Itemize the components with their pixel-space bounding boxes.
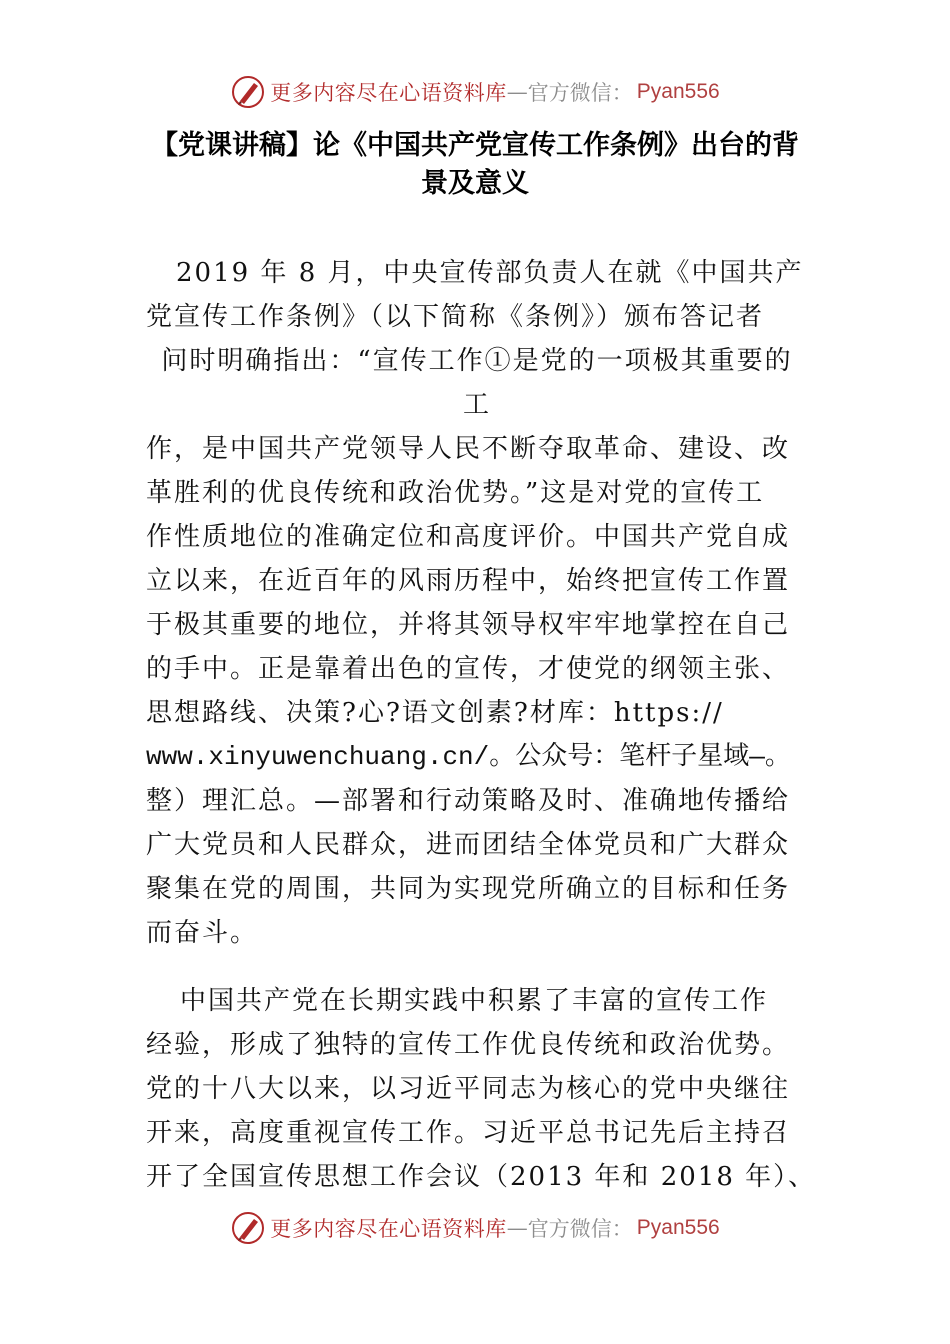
pen-logo-icon — [230, 74, 266, 110]
title-line-1: 【党课讲稿】论《中国共产党宣传工作条例》出台的背 — [151, 130, 799, 161]
text-line: 2019 年 8 月，中央宣传部负责人在就《中国共产 — [176, 258, 804, 288]
text-line: 整）理汇总。—部署和行动策略及时、准确地传播给 — [146, 786, 791, 816]
text-line: 中国共产党在长期实践中积累了丰富的宣传工作 — [180, 986, 769, 1016]
text-line: 党宣传工作条例》（以下简称《条例》）颁布答记者 — [146, 302, 765, 332]
banner-wechat-id: Pyan556 — [636, 80, 720, 103]
text-line: 问时明确指出：“宣传工作①是党的一项极其重要的 — [161, 346, 793, 376]
pen-logo-icon — [230, 1210, 266, 1246]
paragraph-2 — [146, 979, 817, 1199]
banner-wechat-label: 官方微信： — [527, 81, 633, 105]
banner-wechat-id: Pyan556 — [636, 1216, 720, 1239]
text-line: 党的十八大以来，以习近平同志为核心的党中央继往 — [146, 1074, 791, 1104]
text-line: 经验，形成了独特的宣传工作优良传统和政治优势。 — [146, 1030, 791, 1060]
document-title — [120, 127, 830, 203]
banner-brand-text: 更多内容尽在心语资料库 — [270, 1217, 507, 1241]
text-line: 革胜利的优良传统和政治优势。”这是对党的宣传工 — [146, 478, 765, 508]
text-line: 开了全国宣传思想工作会议（2013 年和 2018 年）、 — [146, 1162, 817, 1192]
banner-brand-text: 更多内容尽在心语资料库 — [270, 81, 507, 105]
text-line: www.xinyuwenchuang.cn/。公众号：笔杆子星域—。 — [146, 742, 791, 772]
text-line: 工 — [462, 390, 491, 420]
banner-dash: — — [506, 1216, 528, 1240]
footer-banner — [0, 1208, 950, 1248]
banner-wechat-label: 官方微信： — [527, 1217, 633, 1241]
text-line: 开来，高度重视宣传工作。习近平总书记先后主持召 — [146, 1118, 791, 1148]
text-line: 而奋斗。 — [146, 918, 259, 948]
paragraph-1 — [146, 251, 808, 955]
text-line: 作，是中国共产党领导人民不断夺取革命、建设、改 — [146, 434, 791, 464]
text-line: 思想路线、决策?心?语文创素?材库：https:// — [146, 698, 724, 728]
text-line: 广大党员和人民群众，进而团结全体党员和广大群众 — [146, 830, 791, 860]
text-line: 立以来，在近百年的风雨历程中，始终把宣传工作置 — [146, 566, 791, 596]
text-line: 的手中。正是靠着出色的宣传，才使党的纲领主张、 — [146, 654, 791, 684]
text-line: 作性质地位的准确定位和高度评价。中国共产党自成 — [146, 522, 791, 552]
banner-dash: — — [506, 80, 528, 104]
text-line: 聚集在党的周围，共同为实现党所确立的目标和任务 — [146, 874, 791, 904]
header-banner — [0, 72, 950, 112]
title-line-2: 景及意义 — [421, 168, 529, 199]
text-line: 于极其重要的地位，并将其领导权牢牢地掌控在自己 — [146, 610, 791, 640]
